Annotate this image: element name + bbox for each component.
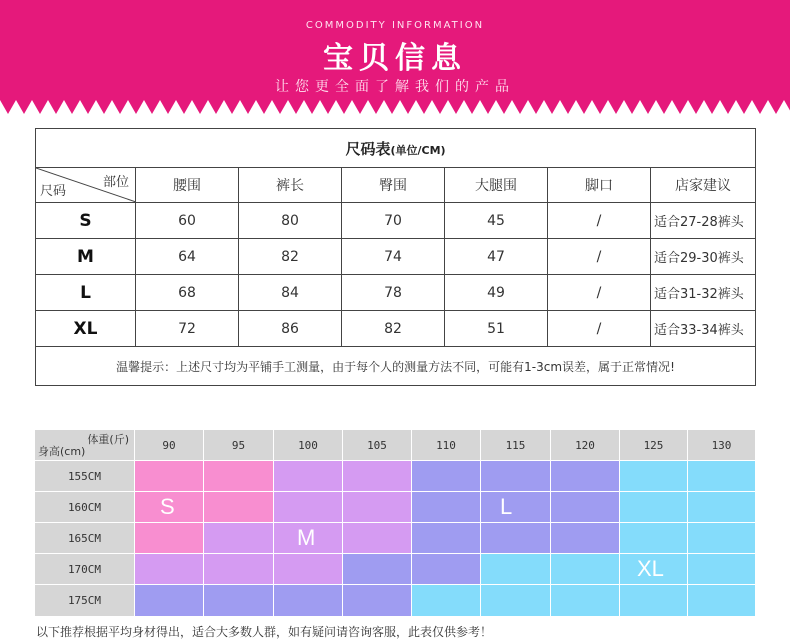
size-table-unit: (单位/CM) xyxy=(390,143,446,157)
size-cell xyxy=(688,523,756,554)
hip-value: 82 xyxy=(342,311,445,347)
corner-label-part: 部位 xyxy=(102,175,129,190)
size-label: M xyxy=(36,239,136,275)
size-cell xyxy=(620,461,688,492)
size-cell xyxy=(481,461,551,492)
height-header: 175CM xyxy=(35,585,135,617)
size-cell xyxy=(481,585,551,617)
size-table-corner xyxy=(36,168,136,203)
weight-header: 130 xyxy=(688,430,756,461)
height-header: 155CM xyxy=(35,461,135,492)
height-header: 165CM xyxy=(35,523,135,554)
thigh-value: 47 xyxy=(445,239,548,275)
size-cell xyxy=(135,461,204,492)
thigh-value: 51 xyxy=(445,311,548,347)
size-cell xyxy=(274,585,343,617)
size-cell xyxy=(412,554,481,585)
banner-description: 让您更全面了解我们的产品 xyxy=(275,79,515,95)
header-thigh: 大腿围 xyxy=(445,168,548,203)
grid-corner xyxy=(35,430,135,461)
waist-value: 72 xyxy=(136,311,239,347)
weight-header: 105 xyxy=(343,430,412,461)
corner-label-size: 尺码 xyxy=(40,184,67,199)
size-recommendation-grid xyxy=(35,430,756,617)
waist-value: 64 xyxy=(136,239,239,275)
size-cell xyxy=(204,492,274,523)
size-cell xyxy=(204,585,274,617)
waist-value: 68 xyxy=(136,275,239,311)
header-hem: 脚口 xyxy=(548,168,651,203)
size-cell xyxy=(135,554,204,585)
size-cell xyxy=(204,523,274,554)
size-cell xyxy=(551,585,620,617)
size-cell xyxy=(688,461,756,492)
size-cell xyxy=(412,461,481,492)
banner-zigzag-edge xyxy=(0,100,790,114)
thigh-value: 45 xyxy=(445,203,548,239)
height-axis-label: 身高(cm) xyxy=(38,445,86,458)
banner xyxy=(0,0,790,100)
weight-header: 120 xyxy=(551,430,620,461)
hip-value: 74 xyxy=(342,239,445,275)
advice-value: 适合31-32裤头 xyxy=(651,275,756,311)
size-table-header-row xyxy=(36,168,756,203)
advice-value: 适合27-28裤头 xyxy=(651,203,756,239)
advice-value: 适合29-30裤头 xyxy=(651,239,756,275)
size-cell xyxy=(620,523,688,554)
weight-header: 90 xyxy=(135,430,204,461)
table-row xyxy=(36,311,756,347)
footer-note: 以下推荐根据平均身材得出，适合大多数人群，如有疑问请咨询客服，此表仅供参考！ xyxy=(36,625,493,639)
hip-value: 78 xyxy=(342,275,445,311)
banner-title: 宝贝信息 xyxy=(323,41,467,76)
hem-value: / xyxy=(548,203,651,239)
size-cell xyxy=(135,523,204,554)
size-cell xyxy=(481,554,551,585)
table-row xyxy=(36,275,756,311)
hem-value: / xyxy=(548,311,651,347)
header-hip: 臀围 xyxy=(342,168,445,203)
size-cell xyxy=(343,461,412,492)
weight-header: 100 xyxy=(274,430,343,461)
size-cell xyxy=(688,492,756,523)
weight-axis-label: 体重(斤) xyxy=(87,433,129,446)
size-cell xyxy=(412,492,481,523)
hem-value: / xyxy=(548,275,651,311)
weight-header: 125 xyxy=(620,430,688,461)
length-value: 82 xyxy=(239,239,342,275)
advice-value: 适合33-34裤头 xyxy=(651,311,756,347)
size-cell xyxy=(412,585,481,617)
size-zone-label: L xyxy=(500,494,513,519)
size-cell xyxy=(481,523,551,554)
size-cell xyxy=(481,492,551,523)
size-table-title-row xyxy=(36,129,756,168)
size-cell xyxy=(688,585,756,617)
size-label: S xyxy=(36,203,136,239)
length-value: 80 xyxy=(239,203,342,239)
weight-header: 115 xyxy=(481,430,551,461)
header-advice: 店家建议 xyxy=(651,168,756,203)
size-cell xyxy=(620,585,688,617)
size-cell xyxy=(274,461,343,492)
weight-header: 95 xyxy=(204,430,274,461)
hip-value: 70 xyxy=(342,203,445,239)
size-cell xyxy=(343,585,412,617)
size-cell xyxy=(551,492,620,523)
size-table-title-text: 尺码表 xyxy=(345,139,391,158)
size-cell xyxy=(688,554,756,585)
size-cell xyxy=(343,523,412,554)
size-cell xyxy=(551,461,620,492)
hem-value: / xyxy=(548,239,651,275)
size-cell xyxy=(551,554,620,585)
table-row xyxy=(36,203,756,239)
size-cell xyxy=(135,585,204,617)
size-label: XL xyxy=(36,311,136,347)
size-cell xyxy=(274,492,343,523)
size-cell xyxy=(204,461,274,492)
size-table xyxy=(35,128,756,386)
header-length: 裤长 xyxy=(239,168,342,203)
size-cell xyxy=(343,554,412,585)
length-value: 84 xyxy=(239,275,342,311)
size-cell xyxy=(412,523,481,554)
waist-value: 60 xyxy=(136,203,239,239)
size-cell xyxy=(204,554,274,585)
weight-header: 110 xyxy=(412,430,481,461)
thigh-value: 49 xyxy=(445,275,548,311)
size-label: L xyxy=(36,275,136,311)
size-table-note-row xyxy=(36,347,756,386)
size-zone-label: XL xyxy=(637,556,664,581)
size-table-note: 温馨提示：上述尺寸均为平铺手工测量，由于每个人的测量方法不同，可能有1-3cm误差，属于正常情况! xyxy=(36,347,756,386)
size-cell xyxy=(551,523,620,554)
header-waist: 腰围 xyxy=(136,168,239,203)
table-row xyxy=(36,239,756,275)
size-cell xyxy=(343,492,412,523)
length-value: 86 xyxy=(239,311,342,347)
size-zone-label: M xyxy=(297,525,316,550)
height-header: 170CM xyxy=(35,554,135,585)
size-cell xyxy=(620,492,688,523)
size-zone-label: S xyxy=(160,494,175,519)
height-header: 160CM xyxy=(35,492,135,523)
size-cell xyxy=(274,554,343,585)
banner-subtitle: COMMODITY INFORMATION xyxy=(305,20,485,31)
size-table-title xyxy=(36,129,756,168)
